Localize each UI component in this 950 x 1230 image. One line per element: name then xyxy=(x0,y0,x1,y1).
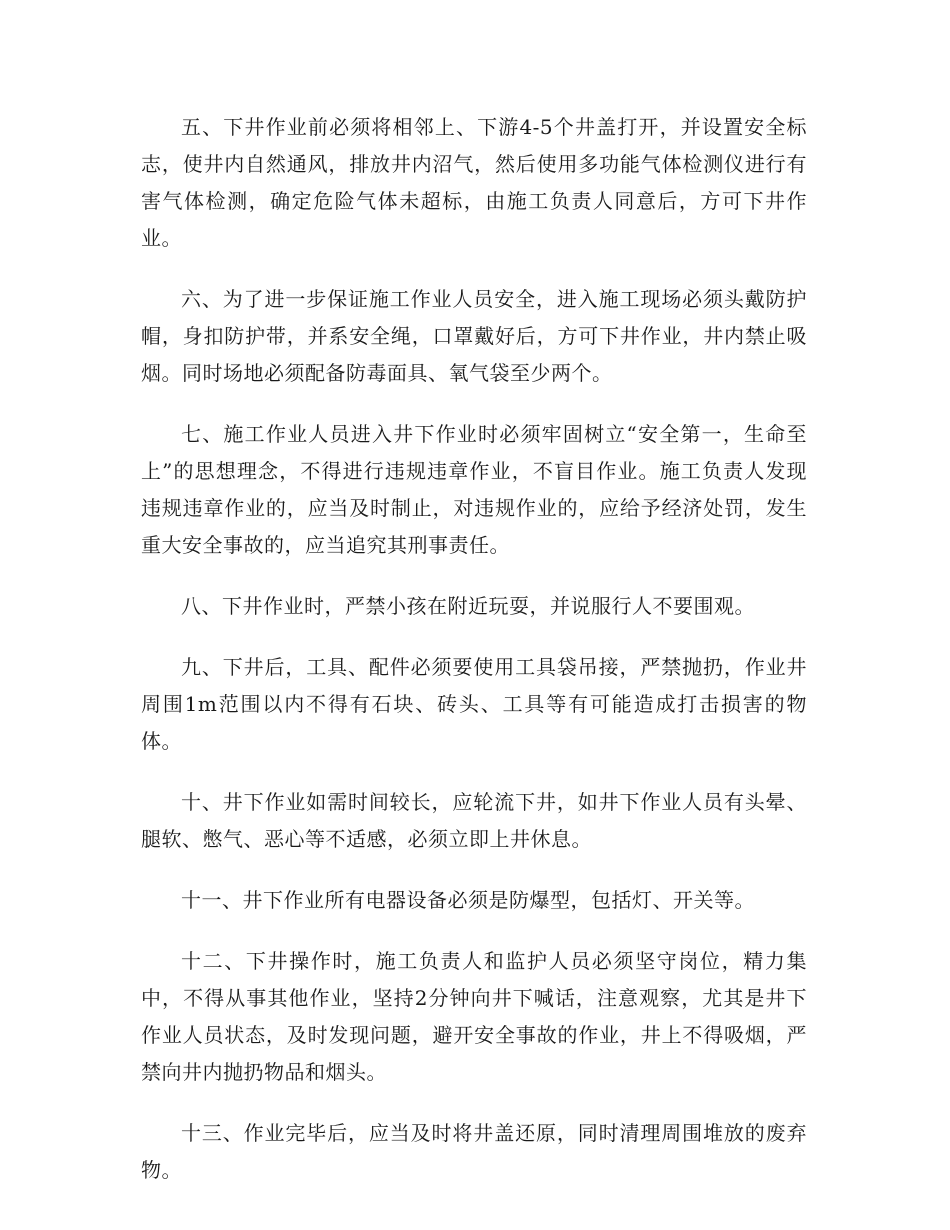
paragraph-9: 九、下井后，工具、配件必须要使用工具袋吊接，严禁抛扔，作业井周围1m范围以内不得有石块、砖头、工具等有可能造成打击损害的物体。 xyxy=(141,655,807,753)
document-body xyxy=(141,109,807,1213)
paragraph-8: 八、下井作业时，严禁小孩在附近玩耍，并说服行人不要围观。 xyxy=(181,594,755,618)
paragraph-10: 十、井下作业如需时间较长，应轮流下井，如井下作业人员有头晕、腿软、憋气、恶心等不适感，必须立即上井休息。 xyxy=(141,790,807,851)
paragraph-6: 六、为了进一步保证施工作业人员安全，进入施工现场必须头戴防护帽，身扣防护带，并系安全绳，口罩戴好后，方可下井作业，井内禁止吸烟。同时场地必须配备防毒面具、氧气袋至少两个。 xyxy=(141,287,807,385)
paragraph-5: 五、下井作业前必须将相邻上、下游4-5个井盖打开，并设置安全标志，使井内自然通风，排放井内沼气，然后使用多功能气体检测仪进行有害气体检测，确定危险气体未超标，由施工负责人同意后，方可下井作业。 xyxy=(141,115,807,250)
paragraph-13: 十三、作业完毕后，应当及时将井盖还原，同时清理周围堆放的废弃物。 xyxy=(141,1121,807,1182)
paragraph-11: 十一、井下作业所有电器设备必须是防爆型，包括灯、开关等。 xyxy=(181,888,755,912)
paragraph-12: 十二、下井操作时，施工负责人和监护人员必须坚守岗位，精力集中，不得从事其他作业，坚持2分钟向井下喊话，注意观察，尤其是井下作业人员状态，及时发现问题，避开安全事故的作业，井上不得吸烟，严禁向井内抛扔物品和烟头。 xyxy=(141,949,807,1084)
paragraph-7: 七、施工作业人员进入井下作业时必须牢固树立“安全第一，生命至上”的思想理念，不得进行违规违章作业，不盲目作业。施工负责人发现违规违章作业的，应当及时制止，对违规作业的，应给予经济处罚，发生重大安全事故的，应当追究其刑事责任。 xyxy=(141,422,807,557)
